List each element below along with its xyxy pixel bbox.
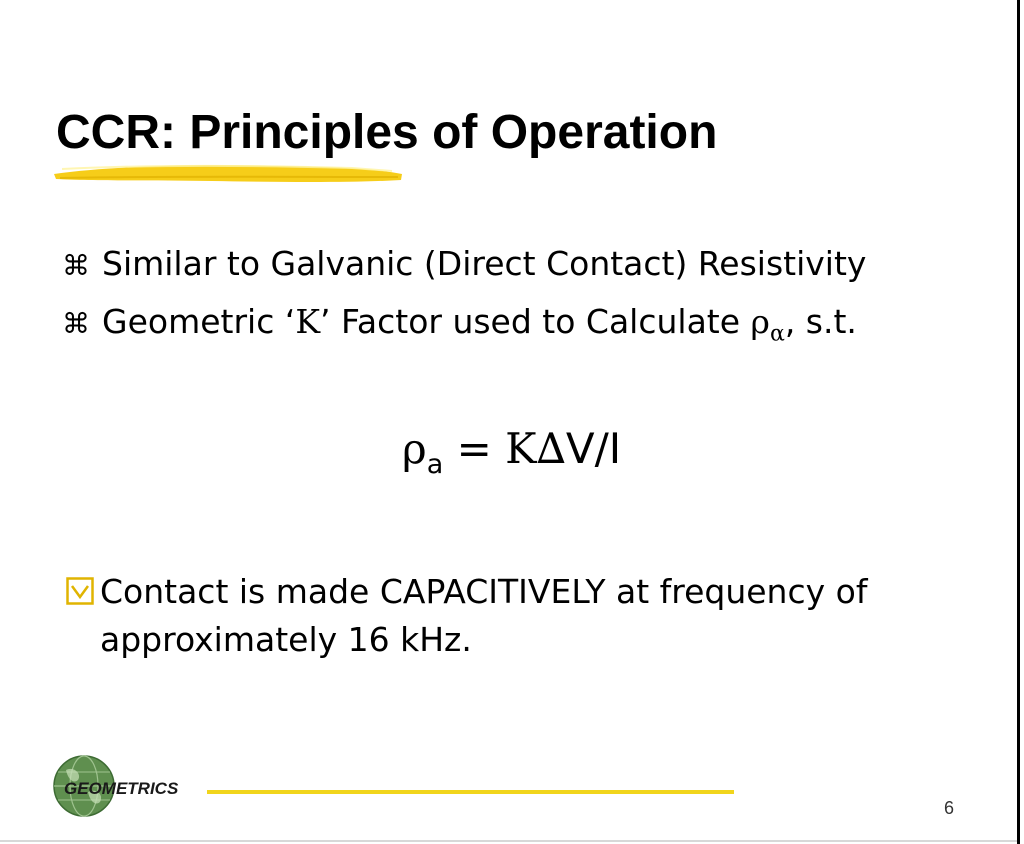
bullet-text-end: , s.t.: [784, 302, 857, 341]
logo-text: GEOMETRICS: [64, 779, 179, 798]
geometrics-logo: [52, 750, 202, 822]
note-line-2: approximately 16 kHz.: [100, 620, 472, 659]
resistivity-equation: [402, 424, 621, 490]
command-key-icon: ⌘: [62, 249, 90, 282]
checkbox-icon: [66, 577, 94, 605]
equals-sign: =: [443, 424, 506, 473]
bullet-text-middle: ’ Factor used to Calculate: [319, 302, 751, 341]
slide-bottom-border: [0, 840, 1017, 842]
slide-title: CCR: Principles of Operation: [56, 106, 718, 159]
alpha-subscript: α: [769, 321, 785, 347]
note-line-1: Contact is made CAPACITIVELY at frequency of: [100, 572, 868, 611]
bullet-text-start: Geometric ‘: [102, 302, 296, 341]
slide-right-border: [1017, 0, 1020, 844]
delta-symbol: ∆: [536, 424, 566, 473]
bullet-item: [62, 302, 857, 355]
footer-rule: [207, 790, 734, 794]
title-highlight-stroke: [52, 160, 404, 186]
bullet-text: Similar to Galvanic (Direct Contact) Resistivity: [102, 244, 867, 283]
equation-rest: V/I: [565, 424, 622, 473]
page-number: 6: [944, 798, 955, 818]
command-key-icon: ⌘: [62, 307, 90, 340]
bullet-item: [62, 244, 866, 286]
rho-symbol: ρ: [402, 424, 427, 473]
rho-symbol: ρ: [750, 302, 770, 341]
k-symbol: K: [505, 424, 537, 473]
k-symbol: K: [295, 302, 320, 341]
capacitive-contact-note: [66, 568, 966, 664]
a-subscript: a: [426, 449, 444, 480]
